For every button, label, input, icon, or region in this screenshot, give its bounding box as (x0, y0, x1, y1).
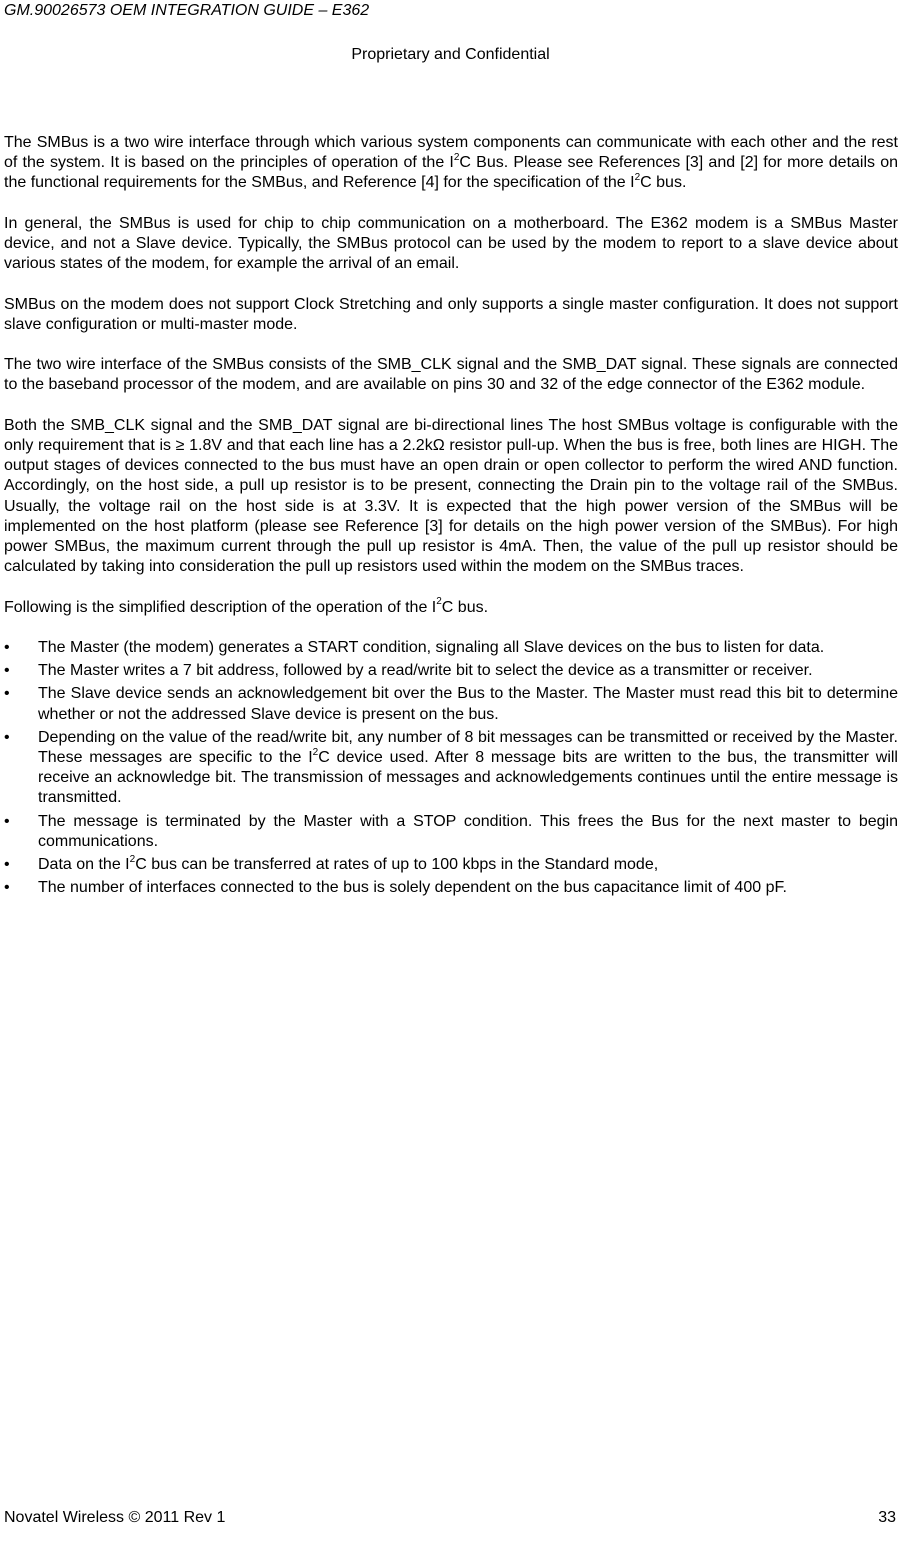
list-item-text: C device used. After 8 message bits are written to the bus, the transmitter will receive an acknowledge bit. The transmission of messages and acknowledgements continues until the entire message is transmitted. (38, 749, 898, 807)
paragraph-text: The SMBus is a two wire interface through which various system components can communicate with each other and the rest of the system. It is based on the principles of operation of the I (4, 134, 898, 172)
list-item (4, 728, 898, 809)
confidentiality-notice: Proprietary and Confidential (351, 46, 550, 63)
bullet-icon: • (4, 856, 10, 874)
paragraph-signal-details: Both the SMB_CLK signal and the SMB_DAT signal are bi-directional lines The host SMBus voltage is configurable with the only requirement that is ≥ 1.8V and that each line has a 2.2kΩ resistor pull-up. When the bus is free, both lines are HIGH. The output stages of devices connected to the bus must have an open drain or open collector to perform the wired AND function. Accordingly, on the host side, a pull up resistor is to be present, connecting the Drain pin to the voltage rail of the SMBus. Usually, the voltage rail on the host side is at 3.3V. It is expected that the high power version of the SMBus will be implemented on the host platform (please see Reference [3] for details on the high power version of the SMBus). For high power SMBus, the maximum current through the pull up resistor is 4mA. Then, the value of the pull up resistor should be calculated by taking into consideration the pull up resistors used within the modem on the SMBus traces. (4, 416, 898, 576)
list-item (4, 638, 898, 658)
superscript: 2 (312, 746, 319, 758)
page-body (4, 133, 898, 901)
list-item (4, 878, 898, 898)
paragraph-i2c-intro (4, 598, 898, 618)
list-item (4, 812, 898, 852)
list-item-text: The Slave device sends an acknowledgement bit over the Bus to the Master. The Master must read this bit to determine whether or not the addressed Slave device is present on the bus. (38, 685, 898, 723)
list-item-text: Data on the I (38, 856, 130, 874)
paragraph-text: C bus. (640, 174, 687, 192)
paragraph-smbus-usage: In general, the SMBus is used for chip to chip communication on a motherboard. The E362 modem is a SMBus Master device, and not a Slave device. Typically, the SMBus protocol can be used by the modem to report to a slave device about various states of the modem, for example the arrival of an email. (4, 214, 898, 273)
bullet-icon: • (4, 728, 10, 746)
paragraph-text: C bus. (441, 598, 489, 616)
superscript: 2 (129, 853, 136, 865)
list-item (4, 661, 898, 681)
page-number: 33 (878, 1509, 896, 1526)
superscript: 2 (634, 172, 641, 184)
document-header-title: GM.90026573 OEM INTEGRATION GUIDE – E362 (4, 2, 370, 19)
paragraph-text: C Bus. Please see References [3] and [2] for more details on the functional requirements for the SMBus, and Reference [4] for the specification of the I (4, 154, 899, 192)
superscript: 2 (436, 596, 442, 608)
list-item-text: The message is terminated by the Master with a STOP condition. This frees the Bus for the next master to begin communications. (38, 812, 898, 850)
bullet-icon: • (4, 638, 10, 656)
list-item-text: The Master writes a 7 bit address, followed by a read/write bit to select the device as a transmitter or receiver. (38, 662, 813, 680)
list-item-text: C bus can be transferred at rates of up to 100 kbps in the Standard mode, (135, 856, 659, 874)
paragraph-text: Following is the simplified description of the operation of the I (4, 598, 437, 616)
bullet-icon: • (4, 662, 10, 680)
paragraph-two-wire-interface: The two wire interface of the SMBus consists of the SMB_CLK signal and the SMB_DAT signal. These signals are connected to the baseband processor of the modem, and are available on pins 30 and 32 of the edge connector of the E362 module. (4, 356, 898, 394)
bullet-icon: • (4, 879, 10, 897)
list-item-text: The number of interfaces connected to the bus is solely dependent on the bus capacitance limit of 400 pF. (38, 879, 787, 897)
paragraph-smbus-intro (4, 133, 898, 194)
paragraph-smbus-limitations: SMBus on the modem does not support Clock Stretching and only supports a single master configuration. It does not support slave configuration or multi-master mode. (4, 295, 898, 333)
bullet-icon: • (4, 685, 10, 703)
bullet-icon: • (4, 812, 10, 830)
list-item-text: Depending on the value of the read/write bit, any number of 8 bit messages can be transmitted or received by the Master. These messages are specific to the I (38, 728, 898, 766)
footer-copyright: Novatel Wireless © 2011 Rev 1 (4, 1509, 226, 1526)
list-item (4, 684, 898, 724)
i2c-operation-list (4, 638, 898, 898)
superscript: 2 (453, 151, 460, 163)
list-item-text: The Master (the modem) generates a START condition, signaling all Slave devices on the bus to listen for data. (38, 638, 825, 656)
list-item (4, 855, 898, 875)
